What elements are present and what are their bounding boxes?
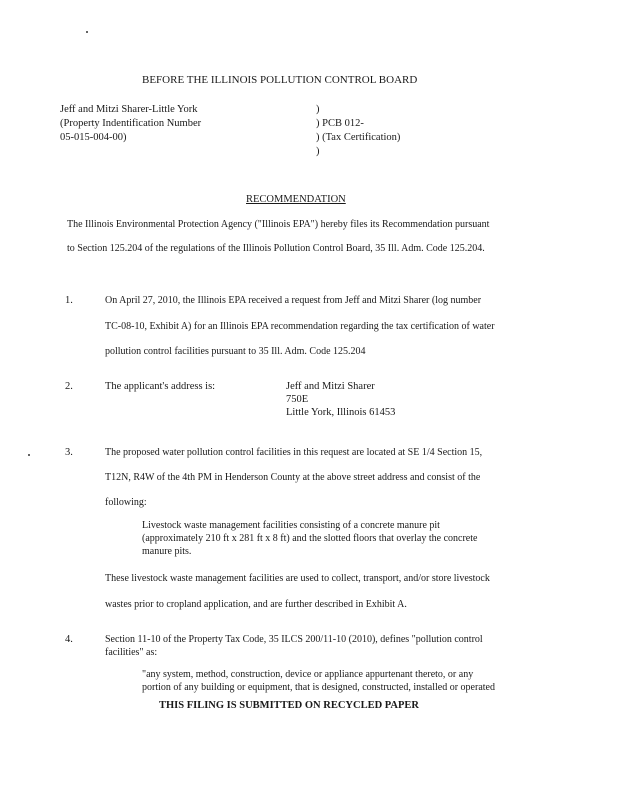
paragraph-number: 4. xyxy=(65,634,73,645)
paragraph-number: 1. xyxy=(65,295,73,306)
scan-speck xyxy=(86,31,88,33)
caption-right-line: ) xyxy=(316,104,320,115)
address-line: 750E xyxy=(286,394,309,405)
paragraph-number: 3. xyxy=(65,447,73,458)
caption-left-line: Jeff and Mitzi Sharer-Little York xyxy=(60,104,198,115)
paragraph-line: Section 11-10 of the Property Tax Code, 35 ILCS 200/11-10 (2010), defines "pollution control xyxy=(105,634,483,645)
address-line: Jeff and Mitzi Sharer xyxy=(286,381,375,392)
paragraph-line: TC-08-10, Exhibit A) for an Illinois EPA recommendation regarding the tax certification of water xyxy=(105,321,495,332)
paragraph-line: These livestock waste management facilities are used to collect, transport, and/or store livestock xyxy=(105,573,490,584)
board-heading: BEFORE THE ILLINOIS POLLUTION CONTROL BOARD xyxy=(142,74,418,86)
caption-right-line: ) PCB 012- xyxy=(316,118,364,129)
intro-line: to Section 125.204 of the regulations of the Illinois Pollution Control Board, 35 Ill. Adm. Code 125.204. xyxy=(67,243,485,254)
paragraph-line: facilities" as: xyxy=(105,647,158,658)
address-line: Little York, Illinois 61453 xyxy=(286,407,396,418)
paragraph-line: On April 27, 2010, the Illinois EPA received a request from Jeff and Mitzi Sharer (log number xyxy=(105,295,482,306)
paragraph-line: The proposed water pollution control facilities in this request are located at SE 1/4 Section 15, xyxy=(105,447,483,458)
caption-right-line: ) (Tax Certification) xyxy=(316,132,401,143)
caption-left-line: (Property Indentification Number xyxy=(60,118,202,129)
paragraph-line: following: xyxy=(105,497,147,508)
paragraph-line: pollution control facilities pursuant to 35 Ill. Adm. Code 125.204 xyxy=(105,346,366,357)
indented-line: (approximately 210 ft x 281 ft x 8 ft) and the slotted floors that overlay the concrete xyxy=(142,533,478,544)
paragraph-line: T12N, R4W of the 4th PM in Henderson County at the above street address and consist of the xyxy=(105,472,481,483)
indented-line: Livestock waste management facilities consisting of a concrete manure pit xyxy=(142,520,440,531)
indented-line: manure pits. xyxy=(142,546,192,557)
quote-line: "any system, method, construction, device or appliance appurtenant thereto, or any xyxy=(142,669,474,680)
scan-speck xyxy=(28,454,30,456)
paragraph-line: wastes prior to cropland application, and are further described in Exhibit A. xyxy=(105,599,407,610)
paragraph-number: 2. xyxy=(65,381,73,392)
caption-left-line: 05-015-004-00) xyxy=(60,132,127,143)
intro-line: The Illinois Environmental Protection Agency ("Illinois EPA") hereby files its Recommendation pursuant xyxy=(67,219,490,230)
recycled-paper-footer: THIS FILING IS SUBMITTED ON RECYCLED PAPER xyxy=(159,700,420,711)
address-label: The applicant's address is: xyxy=(105,381,216,392)
quote-line: portion of any building or equipment, that is designed, constructed, installed or operated xyxy=(142,682,495,693)
caption-right-line: ) xyxy=(316,146,320,157)
document-title: RECOMMENDATION xyxy=(246,194,346,205)
